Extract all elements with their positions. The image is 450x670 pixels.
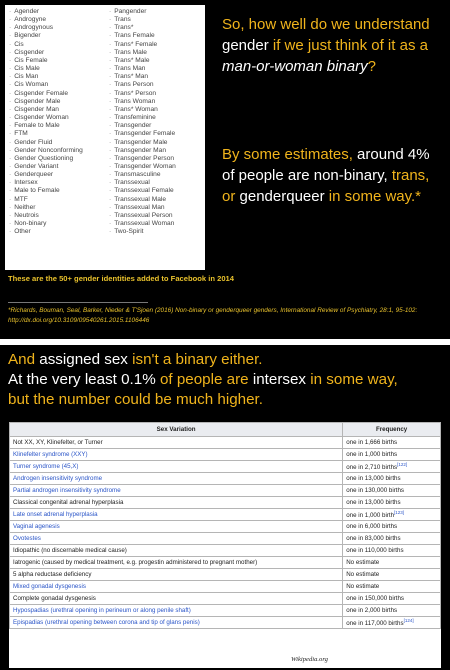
gender-statistic-text bbox=[222, 144, 446, 207]
gender-list-item: · Trans* Man bbox=[109, 73, 201, 81]
heading-emphasis: At the very least 0.1% bbox=[8, 371, 160, 388]
table-row bbox=[10, 569, 441, 581]
heading-emphasis: assigned sex bbox=[39, 351, 128, 368]
gender-list-column-left bbox=[9, 8, 109, 270]
stat-part: By some estimates, bbox=[222, 146, 358, 163]
gender-list-item: · Cisgender Female bbox=[9, 90, 109, 98]
sex-variation-cell[interactable] bbox=[10, 485, 343, 497]
gender-list-item: · Transgender bbox=[109, 122, 201, 130]
gender-list-item: · Transsexual Woman bbox=[109, 220, 201, 228]
gender-list-item: · Trans bbox=[109, 16, 201, 24]
gender-list-item: · FTM bbox=[9, 130, 109, 138]
table-row bbox=[10, 581, 441, 593]
gender-list-item: · Gender Fluid bbox=[9, 139, 109, 147]
gender-list-item: · Cisgender Male bbox=[9, 98, 109, 106]
gender-list-item: · Transgender Male bbox=[109, 139, 201, 147]
heading-part: isn't a binary either. bbox=[127, 351, 263, 368]
sex-variation-cell[interactable] bbox=[10, 581, 343, 593]
heading-emphasis: intersex bbox=[252, 371, 307, 388]
gender-list-item: · Transsexual Man bbox=[109, 204, 201, 212]
gender-list-item: · Gender Questioning bbox=[9, 155, 109, 163]
question-part: ? bbox=[367, 58, 376, 75]
heading-part: And bbox=[8, 351, 40, 368]
gender-list-item: · Female to Male bbox=[9, 122, 109, 130]
gender-list-item: · Cis Male bbox=[9, 65, 109, 73]
sex-variation-cell[interactable] bbox=[10, 449, 343, 461]
frequency-cell bbox=[343, 521, 441, 533]
table-row bbox=[10, 605, 441, 617]
variation-text: Classical congenital adrenal hyperplasia bbox=[13, 499, 124, 506]
gender-list-item: · Transgender Man bbox=[109, 147, 201, 155]
table-row bbox=[10, 497, 441, 509]
frequency-cell bbox=[343, 545, 441, 557]
gender-list-item: · Trans Man bbox=[109, 65, 201, 73]
gender-list-item: · Male to Female bbox=[9, 187, 109, 195]
frequency-text: one in 2,000 births bbox=[346, 607, 398, 614]
gender-list-item: · Transsexual Male bbox=[109, 196, 201, 204]
frequency-text: one in 2,710 births bbox=[346, 464, 398, 472]
gender-list-item: · Trans* Male bbox=[109, 57, 201, 65]
variation-text: Iatrogenic (caused by medical treatment, e.g. progestin administered to pregnant mother) bbox=[13, 559, 258, 566]
gender-list-item: · Transmasculine bbox=[109, 171, 201, 179]
frequency-text: one in 1,000 births bbox=[346, 451, 398, 458]
gender-list-item: · Trans* Person bbox=[109, 90, 201, 98]
gender-list-item: · Trans Woman bbox=[109, 98, 201, 106]
variation-text: Idiopathic (no discernable medical cause) bbox=[13, 547, 127, 554]
gender-list-item: · Transgender Woman bbox=[109, 163, 201, 171]
gender-list-item: · Two-Spirit bbox=[109, 228, 201, 236]
gender-identity-list bbox=[5, 5, 205, 270]
frequency-text: one in 1,000 birth bbox=[346, 512, 395, 520]
table-row bbox=[10, 533, 441, 545]
frequency-text: one in 83,000 births bbox=[346, 535, 401, 542]
frequency-cell bbox=[343, 593, 441, 605]
gender-list-item: · Genderqueer bbox=[9, 171, 109, 179]
citation-link[interactable]: [123] bbox=[394, 509, 405, 515]
variation-text: Not XX, XY, Klinefelter, or Turner bbox=[13, 439, 103, 446]
frequency-text: No estimate bbox=[346, 571, 380, 578]
frequency-cell bbox=[343, 509, 441, 521]
citation-reference: *Richards, Bouman, Seal, Barker, Nieder & T'Sjoen (2016) Non-binary or genderqueer genders, International Review of Psychiatry, 28:1, 95-102: http://dx.doi.org/10.3109/09540261.2015.1106446 bbox=[8, 307, 418, 324]
frequency-text: No estimate bbox=[346, 559, 380, 566]
question-part: if we just think of it as a bbox=[268, 37, 428, 54]
sex-variation-cell bbox=[10, 437, 343, 449]
gender-list-item: · Cis Woman bbox=[9, 81, 109, 89]
gender-list-item: · Other bbox=[9, 228, 109, 236]
gender-list-item: · Pangender bbox=[109, 8, 201, 16]
gender-list-item: · Transsexual Female bbox=[109, 187, 201, 195]
column-header-frequency: Frequency bbox=[343, 423, 441, 437]
sex-variation-cell bbox=[10, 557, 343, 569]
gender-list-item: · Intersex bbox=[9, 179, 109, 187]
frequency-cell bbox=[343, 557, 441, 569]
gender-list-item: · Transfeminine bbox=[109, 114, 201, 122]
reference-divider bbox=[8, 302, 148, 303]
gender-list-item: · Trans* Female bbox=[109, 41, 201, 49]
variation-link[interactable]: Partial androgen insensitivity syndrome bbox=[13, 487, 121, 494]
gender-list-item: · Cisgender bbox=[9, 49, 109, 57]
frequency-cell bbox=[343, 533, 441, 545]
frequency-cell bbox=[343, 473, 441, 485]
sex-variation-cell[interactable] bbox=[10, 533, 343, 545]
stat-emphasis: genderqueer bbox=[239, 188, 325, 205]
gender-list-item: · Bigender bbox=[9, 32, 109, 40]
gender-list-item: · Cis Female bbox=[9, 57, 109, 65]
frequency-text: No estimate bbox=[346, 583, 380, 590]
table-row bbox=[10, 521, 441, 533]
stat-part: in some way.* bbox=[324, 188, 422, 205]
column-header-variation: Sex Variation bbox=[10, 423, 343, 437]
gender-list-item: · Androgyne bbox=[9, 16, 109, 24]
frequency-text: one in 13,000 births bbox=[346, 499, 401, 506]
question-emphasis: man-or-woman binary bbox=[222, 58, 368, 75]
variation-link[interactable]: Androgen insensitivity syndrome bbox=[13, 475, 103, 482]
sex-variation-table-panel bbox=[9, 422, 441, 668]
source-credit: Wikipedia.org bbox=[291, 656, 328, 663]
sex-variation-cell bbox=[10, 593, 343, 605]
variation-link[interactable]: Turner syndrome (45,X) bbox=[13, 463, 79, 470]
gender-list-caption: These are the 50+ gender identities added to Facebook in 2014 bbox=[8, 274, 234, 283]
frequency-cell bbox=[343, 617, 441, 629]
frequency-text: one in 1,666 births bbox=[346, 439, 398, 446]
gender-list-item: · Cis Man bbox=[9, 73, 109, 81]
gender-list-item: · Non-binary bbox=[9, 220, 109, 228]
sex-variation-cell bbox=[10, 545, 343, 557]
frequency-text: one in 150,000 births bbox=[346, 595, 405, 602]
variation-text: 5 alpha reductase deficiency bbox=[13, 571, 92, 578]
gender-list-item: · Trans Male bbox=[109, 49, 201, 57]
sex-variation-cell[interactable] bbox=[10, 509, 343, 521]
table-row bbox=[10, 437, 441, 449]
intersex-slide bbox=[0, 345, 450, 670]
frequency-cell bbox=[343, 437, 441, 449]
sex-variation-cell[interactable] bbox=[10, 605, 343, 617]
intersex-heading-line-3 bbox=[8, 390, 263, 409]
variation-link[interactable]: Late onset adrenal hyperplasia bbox=[13, 511, 98, 518]
gender-list-item: · Transsexual bbox=[109, 179, 201, 187]
gender-list-item: · Cisgender Man bbox=[9, 106, 109, 114]
sex-variation-cell bbox=[10, 497, 343, 509]
frequency-text: one in 110,000 births bbox=[346, 547, 404, 554]
gender-list-item: · Androgynous bbox=[9, 24, 109, 32]
frequency-cell bbox=[343, 449, 441, 461]
gender-list-item: · Transsexual Person bbox=[109, 212, 201, 220]
table-row bbox=[10, 449, 441, 461]
intersex-heading-line-2 bbox=[8, 370, 398, 389]
variation-link[interactable]: Klinefelter syndrome (XXY) bbox=[13, 451, 88, 458]
variation-link[interactable]: Ovotestes bbox=[13, 535, 41, 542]
gender-list-item: · Neutrois bbox=[9, 212, 109, 220]
table-row bbox=[10, 461, 441, 473]
table-row bbox=[10, 557, 441, 569]
variation-text: Complete gonadal dysgenesis bbox=[13, 595, 96, 602]
gender-list-item: · Neither bbox=[9, 204, 109, 212]
frequency-cell bbox=[343, 497, 441, 509]
sex-variation-cell[interactable] bbox=[10, 461, 343, 473]
gender-list-item: · MTF bbox=[9, 196, 109, 204]
heading-part: but the number could be much higher. bbox=[8, 391, 263, 408]
gender-list-item: · Cisgender Woman bbox=[9, 114, 109, 122]
gender-list-item: · Gender Variant bbox=[9, 163, 109, 171]
gender-list-column-right bbox=[109, 8, 201, 270]
gender-list-item: · Transgender Person bbox=[109, 155, 201, 163]
frequency-cell bbox=[343, 605, 441, 617]
gender-list-item: · Gender Nonconforming bbox=[9, 147, 109, 155]
frequency-text: one in 13,000 births bbox=[346, 475, 401, 482]
sex-variation-table bbox=[9, 422, 441, 629]
frequency-text: one in 6,000 births bbox=[346, 523, 398, 530]
variation-link[interactable]: Hypospadias (urethral opening in perineum or along penile shaft) bbox=[13, 607, 191, 614]
heading-part: of people are bbox=[159, 371, 253, 388]
stat-emphasis: around 4% of people are non-binary, bbox=[222, 146, 430, 184]
table-row bbox=[10, 509, 441, 521]
citation-link[interactable]: [122] bbox=[397, 461, 408, 467]
frequency-text: one in 130,000 births bbox=[346, 487, 405, 494]
citation-link[interactable]: [124] bbox=[403, 617, 414, 623]
frequency-cell bbox=[343, 581, 441, 593]
question-part: So, how well do we understand bbox=[222, 16, 430, 33]
frequency-cell bbox=[343, 569, 441, 581]
gender-list-item: · Cis bbox=[9, 41, 109, 49]
table-row bbox=[10, 593, 441, 605]
sex-variation-cell[interactable] bbox=[10, 617, 343, 629]
stat-part: trans, or bbox=[222, 167, 430, 205]
frequency-text: one in 117,000 births bbox=[346, 620, 404, 628]
table-row bbox=[10, 617, 441, 629]
frequency-cell bbox=[343, 461, 441, 473]
table-row bbox=[10, 473, 441, 485]
gender-question-text bbox=[222, 14, 446, 77]
table-row bbox=[10, 545, 441, 557]
variation-link[interactable]: Vaginal agenesis bbox=[13, 523, 60, 530]
gender-list-item: · Trans* Woman bbox=[109, 106, 201, 114]
heading-part: in some way, bbox=[306, 371, 398, 388]
variation-link[interactable]: Mixed gonadal dysgenesis bbox=[13, 583, 86, 590]
table-row bbox=[10, 485, 441, 497]
question-emphasis: gender bbox=[222, 37, 269, 54]
gender-list-item: · Trans Person bbox=[109, 81, 201, 89]
sex-variation-cell bbox=[10, 569, 343, 581]
intersex-heading-line-1 bbox=[8, 350, 263, 369]
variation-link[interactable]: Epispadias (urethral opening between corona and tip of glans penis) bbox=[13, 619, 200, 626]
gender-list-item: · Trans* bbox=[109, 24, 201, 32]
gender-list-item: · Agender bbox=[9, 8, 109, 16]
gender-list-item: · Trans Female bbox=[109, 32, 201, 40]
table-header-row bbox=[10, 423, 441, 437]
frequency-cell bbox=[343, 485, 441, 497]
sex-variation-cell[interactable] bbox=[10, 521, 343, 533]
sex-variation-cell[interactable] bbox=[10, 473, 343, 485]
gender-list-item: · Transgender Female bbox=[109, 130, 201, 138]
